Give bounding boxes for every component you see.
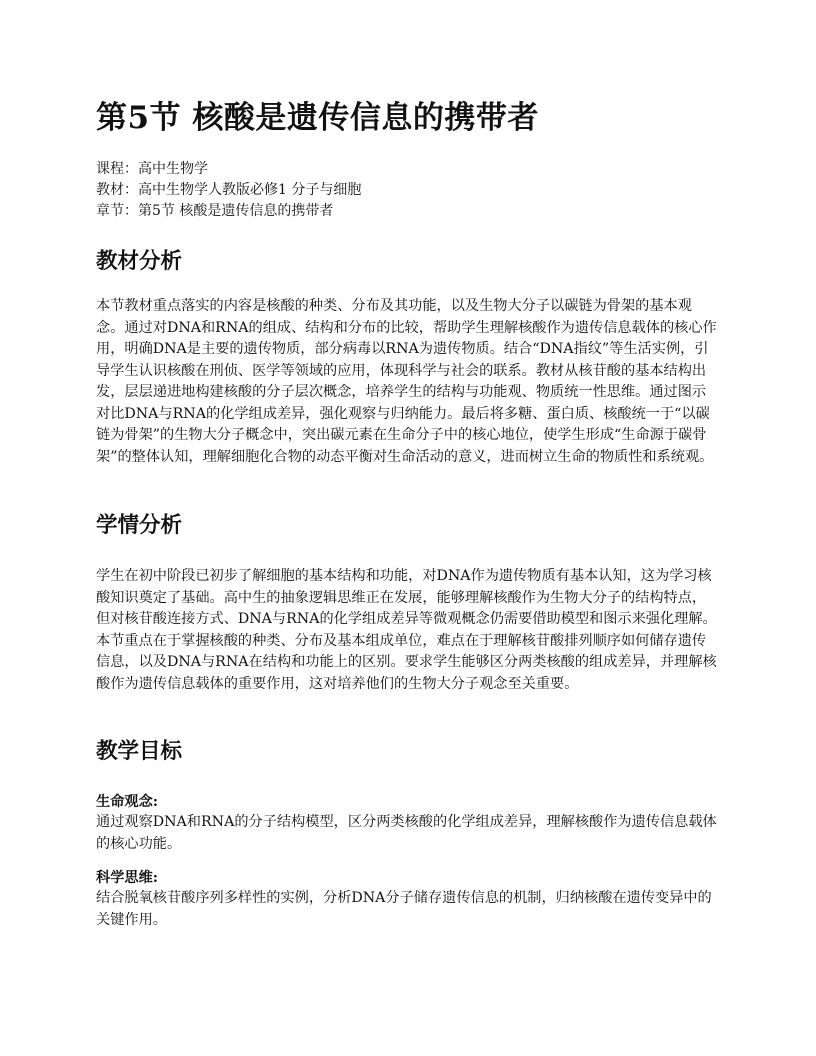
student-analysis-paragraph: 学生在初中阶段已初步了解细胞的基本结构和功能，对DNA作为遗传物质有基本认知，这为学习核酸知识奠定了基础。高中生的抽象逻辑思维正在发展，能够理解核酸作为生物大分子的结构特点，但对核苷酸连接方式、DNA与RNA的化学组成差异等微观概念仍需要借助模型和图示来强化理解。本节重点在于掌握核酸的种类、分布及基本组成单位，难点在于理解核苷酸排列顺序如何储存遗传信息，以及DNA与RNA在结构和功能上的区别。要求学生能够区分两类核酸的组成差异，并理解核酸作为遗传信息载体的重要作用，这对培养他们的生物大分子观念至关重要。 [96,568,717,692]
goal-label-scientific-thinking: 科学思维: [96,870,158,886]
page-title: 第5节 核酸是遗传信息的携带者 [96,100,539,136]
chapter-line: 章节：第5节 核酸是遗传信息的携带者 [96,203,334,219]
course-line: 课程：高中生物学 [96,161,208,177]
goal-text-life-concept: 通过观察DNA和RNA的分子结构模型，区分两类核酸的化学组成差异，理解核酸作为遗传信息载体的核心功能。 [96,814,717,852]
textbook-analysis-paragraph: 本节教材重点落实的内容是核酸的种类、分布及其功能，以及生物大分子以碳链为骨架的基本观念。通过对DNA和RNA的组成、结构和分布的比较，帮助学生理解核酸作为遗传信息载体的核心作用，明确DNA是主要的遗传物质，部分病毒以RNA为遗传物质。结合“DNA指纹”等生活实例，引导学生认识核酸在刑侦、医学等领域的应用，体现科学与社会的联系。教材从核苷酸的基本结构出发，层层递进地构建核酸的分子层次概念，培养学生的结构与功能观、物质统一性思维。通过图示对比DNA与RNA的化学组成差异，强化观察与归纳能力。最后将多糖、蛋白质、核酸统一于“以碳链为骨架”的生物大分子概念中，突出碳元素在生命分子中的核心地位，使学生形成“生命源于碳骨架”的整体认知，理解细胞化合物的动态平衡对生命活动的意义，进而树立生命的物质性和系统观。 [96,298,717,465]
section-heading-student-analysis: 学情分析 [96,513,183,538]
goal-label-life-concept: 生命观念: [96,794,158,810]
lesson-meta [96,159,361,222]
section-heading-teaching-goals: 教学目标 [96,739,183,764]
textbook-line: 教材：高中生物学人教版必修1 分子与细胞 [96,182,362,198]
section-heading-textbook-analysis: 教材分析 [96,249,183,274]
goal-text-scientific-thinking: 结合脱氧核苷酸序列多样性的实例，分析DNA分子储存遗传信息的机制，归纳核酸在遗传变异中的关键作用。 [96,890,712,928]
